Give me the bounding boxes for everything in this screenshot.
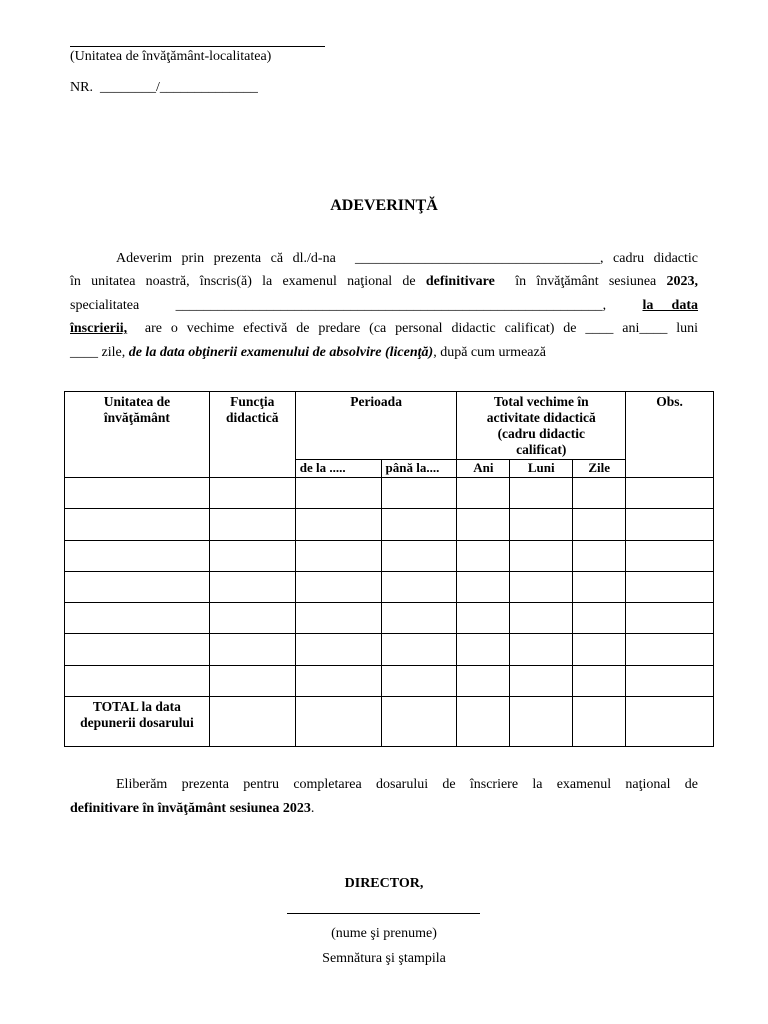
table-cell[interactable] bbox=[457, 540, 510, 571]
stamp-label: Semnătura şi ştampila bbox=[322, 951, 446, 966]
total-row-label: TOTAL la data depunerii dosarului bbox=[65, 697, 210, 747]
table-row bbox=[65, 540, 714, 571]
table-cell[interactable] bbox=[381, 571, 457, 602]
subheader-years: Ani bbox=[457, 460, 510, 478]
name-label: (nume şi prenume) bbox=[331, 926, 437, 941]
director-title: DIRECTOR, bbox=[344, 876, 424, 891]
body-text: , cadru didactic bbox=[599, 251, 698, 266]
body-text: Adeverim prin prezenta că dl./d-na bbox=[116, 251, 336, 266]
table-cell[interactable] bbox=[65, 665, 210, 696]
table-cell[interactable] bbox=[510, 571, 573, 602]
body-text: , bbox=[602, 297, 607, 313]
header-period: Perioada bbox=[295, 392, 457, 460]
table-cell[interactable] bbox=[381, 697, 457, 747]
table-cell[interactable] bbox=[65, 634, 210, 665]
table-cell[interactable] bbox=[510, 509, 573, 540]
table-cell[interactable] bbox=[510, 603, 573, 634]
table-cell[interactable] bbox=[573, 697, 626, 747]
body-text: , după cum urmează bbox=[433, 344, 546, 360]
table-cell[interactable] bbox=[626, 509, 714, 540]
header-total: Total vechime în activitate didactică (cadru didactic calificat) bbox=[457, 392, 626, 460]
body-text: zile, bbox=[101, 344, 126, 360]
table-cell[interactable] bbox=[510, 478, 573, 509]
table-cell[interactable] bbox=[209, 478, 295, 509]
table-cell[interactable] bbox=[457, 478, 510, 509]
table-cell[interactable] bbox=[295, 509, 381, 540]
table-cell[interactable] bbox=[573, 571, 626, 602]
header-obs: Obs. bbox=[626, 392, 714, 478]
table-cell[interactable] bbox=[381, 509, 457, 540]
header-unit: Unitatea de învăţământ bbox=[65, 392, 210, 478]
table-cell[interactable] bbox=[626, 603, 714, 634]
table-cell[interactable] bbox=[457, 697, 510, 747]
table-cell[interactable] bbox=[209, 571, 295, 602]
table-cell[interactable] bbox=[457, 571, 510, 602]
table-cell[interactable] bbox=[457, 603, 510, 634]
table-cell[interactable] bbox=[457, 509, 510, 540]
table-cell[interactable] bbox=[626, 665, 714, 696]
unit-signature-line bbox=[70, 36, 325, 47]
unit-label: (Unitatea de învăţământ-localitatea) bbox=[70, 49, 272, 64]
nr-label: NR. bbox=[70, 80, 93, 95]
table-cell[interactable] bbox=[209, 509, 295, 540]
table-cell[interactable] bbox=[381, 603, 457, 634]
table-cell[interactable] bbox=[65, 478, 210, 509]
table-cell[interactable] bbox=[573, 634, 626, 665]
table-cell[interactable] bbox=[65, 509, 210, 540]
table-cell[interactable] bbox=[295, 478, 381, 509]
body-bold-italic: de la data obţinerii examenului de absolvire (licenţă) bbox=[128, 344, 434, 360]
table-row bbox=[65, 603, 714, 634]
table-cell[interactable] bbox=[573, 509, 626, 540]
table-cell[interactable] bbox=[209, 697, 295, 747]
name-blank: ___________________________________ bbox=[354, 251, 600, 266]
document-title: ADEVERINŢĂ bbox=[330, 197, 438, 214]
table-cell[interactable] bbox=[295, 634, 381, 665]
body-bold: definitivare în învăţământ sesiunea 2023 bbox=[70, 801, 311, 816]
body-text: în învăţământ sesiunea bbox=[515, 274, 657, 290]
table-cell[interactable] bbox=[457, 634, 510, 665]
certificate-body bbox=[70, 247, 698, 364]
table-row bbox=[65, 571, 714, 602]
months-blank: ____ bbox=[639, 321, 668, 337]
table-row bbox=[65, 665, 714, 696]
subheader-from: de la ..... bbox=[295, 460, 381, 478]
table-cell[interactable] bbox=[381, 478, 457, 509]
body-text: în unitatea noastră, înscris(ă) la examenul naţional de bbox=[70, 274, 416, 290]
table-cell[interactable] bbox=[381, 634, 457, 665]
table-cell[interactable] bbox=[295, 603, 381, 634]
table-cell[interactable] bbox=[626, 634, 714, 665]
body-text: Eliberăm prezenta pentru completarea dosarului de înscriere la examenul naţional de bbox=[116, 777, 698, 792]
subheader-months: Luni bbox=[510, 460, 573, 478]
table-cell[interactable] bbox=[295, 571, 381, 602]
nr-blank-2: ______________ bbox=[159, 80, 258, 95]
table-row bbox=[65, 478, 714, 509]
subheader-to: până la.... bbox=[381, 460, 457, 478]
body-text: luni bbox=[676, 321, 699, 337]
table-cell[interactable] bbox=[65, 603, 210, 634]
body-text: ani bbox=[622, 321, 640, 337]
table-row bbox=[65, 634, 714, 665]
table-cell[interactable] bbox=[626, 540, 714, 571]
table-cell[interactable] bbox=[65, 540, 210, 571]
days-blank: ____ bbox=[70, 344, 98, 360]
body-bold-underline: la data bbox=[642, 297, 699, 313]
session-year: 2023, bbox=[666, 274, 699, 290]
body-bold: definitivare bbox=[425, 274, 495, 290]
table-cell[interactable] bbox=[381, 665, 457, 696]
table-cell[interactable] bbox=[209, 540, 295, 571]
registration-number bbox=[70, 80, 258, 96]
body-bold-underline: înscrierii, bbox=[70, 321, 128, 337]
table-cell[interactable] bbox=[573, 540, 626, 571]
table-cell[interactable] bbox=[626, 571, 714, 602]
subheader-days: Zile bbox=[573, 460, 626, 478]
years-blank: ____ bbox=[585, 321, 614, 337]
table-cell[interactable] bbox=[626, 478, 714, 509]
issuance-statement bbox=[70, 773, 698, 821]
table-cell[interactable] bbox=[295, 665, 381, 696]
table-row bbox=[65, 509, 714, 540]
body-text: specialitatea bbox=[70, 297, 140, 313]
table-cell[interactable] bbox=[510, 697, 573, 747]
table-cell[interactable] bbox=[510, 634, 573, 665]
table-cell[interactable] bbox=[510, 665, 573, 696]
table-cell[interactable] bbox=[510, 540, 573, 571]
table-cell[interactable] bbox=[209, 603, 295, 634]
seniority-table bbox=[64, 391, 714, 747]
body-text: are o vechime efectivă de predare (ca personal didactic calificat) de bbox=[144, 321, 577, 337]
table-cell[interactable] bbox=[209, 634, 295, 665]
header-function: Funcţia didactică bbox=[209, 392, 295, 478]
nr-blank-1: ________ bbox=[99, 80, 156, 95]
table-cell[interactable] bbox=[295, 697, 381, 747]
table-cell[interactable] bbox=[626, 697, 714, 747]
director-signature-line bbox=[287, 913, 480, 914]
table-cell[interactable] bbox=[573, 603, 626, 634]
table-cell[interactable] bbox=[65, 571, 210, 602]
body-text: . bbox=[310, 801, 315, 816]
table-cell[interactable] bbox=[209, 665, 295, 696]
table-cell[interactable] bbox=[457, 665, 510, 696]
nr-separator: / bbox=[155, 80, 160, 95]
table-cell[interactable] bbox=[295, 540, 381, 571]
specialty-blank: _____________________________________________________________ bbox=[175, 297, 603, 313]
table-cell[interactable] bbox=[573, 665, 626, 696]
table-cell[interactable] bbox=[573, 478, 626, 509]
table-cell[interactable] bbox=[381, 540, 457, 571]
